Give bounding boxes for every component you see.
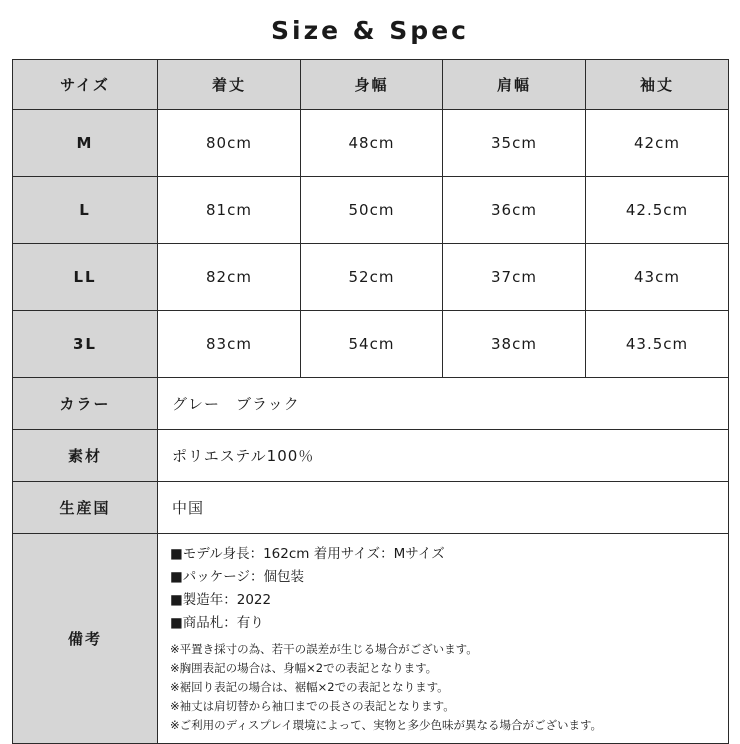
row-label-ll: LL [13,244,158,311]
note-small-line: ※袖丈は肩切替から袖口までの長さの表記となります。 [170,698,455,713]
note-main-line: ■モデル身長：162cm 着用サイズ：Mサイズ [170,546,445,562]
table-row [13,311,729,378]
header-size: サイズ [13,60,158,110]
info-label-origin: 生産国 [13,482,158,534]
info-value-origin: 中国 [158,482,729,534]
info-row-color [13,378,729,430]
header-shoulder: 肩幅 [443,60,586,110]
table-row [13,177,729,244]
note-small-line: ※裾回り表記の場合は、裾幅×2での表記となります。 [170,679,449,694]
cell-m-shoulder: 35cm [443,110,586,177]
info-row-origin [13,482,729,534]
cell-ll-width: 52cm [301,244,443,311]
cell-ll-shoulder: 37cm [443,244,586,311]
row-label-l: L [13,177,158,244]
spec-table-container [0,59,740,744]
note-small-line: ※平置き採寸の為、若干の誤差が生じる場合がございます。 [170,641,478,656]
note-main-line: ■製造年：2022 [170,591,272,608]
cell-m-width: 48cm [301,110,443,177]
notes-content [158,534,729,744]
cell-m-length: 80cm [158,110,301,177]
header-width: 身幅 [301,60,443,110]
note-main-line: ■商品札：有り [170,614,264,631]
cell-ll-sleeve: 43cm [586,244,729,311]
note-main-line: ■パッケージ：個包装 [170,568,304,585]
cell-l-sleeve: 42.5cm [586,177,729,244]
cell-l-shoulder: 36cm [443,177,586,244]
info-value-material: ポリエステル100％ [158,430,729,482]
note-small-line: ※ご利用のディスプレイ環境によって、実物と多少色味が異なる場合がございます。 [170,717,603,732]
cell-l-length: 81cm [158,177,301,244]
header-length: 着丈 [158,60,301,110]
cell-3l-width: 54cm [301,311,443,378]
row-label-3l: 3L [13,311,158,378]
row-label-m: M [13,110,158,177]
table-header-row [13,60,729,110]
size-spec-table [12,59,729,744]
info-value-color: グレー ブラック [158,378,729,430]
info-row-material [13,430,729,482]
cell-3l-length: 83cm [158,311,301,378]
notes-label: 備考 [13,534,158,744]
cell-3l-sleeve: 43.5cm [586,311,729,378]
info-label-material: 素材 [13,430,158,482]
note-small-line: ※胸囲表記の場合は、身幅×2での表記となります。 [170,660,438,675]
cell-m-sleeve: 42cm [586,110,729,177]
header-sleeve: 袖丈 [586,60,729,110]
table-row [13,110,729,177]
cell-ll-length: 82cm [158,244,301,311]
info-label-color: カラー [13,378,158,430]
page-title: Size & Spec [271,16,469,45]
table-row [13,244,729,311]
cell-3l-shoulder: 38cm [443,311,586,378]
notes-row [13,534,729,744]
cell-l-width: 50cm [301,177,443,244]
